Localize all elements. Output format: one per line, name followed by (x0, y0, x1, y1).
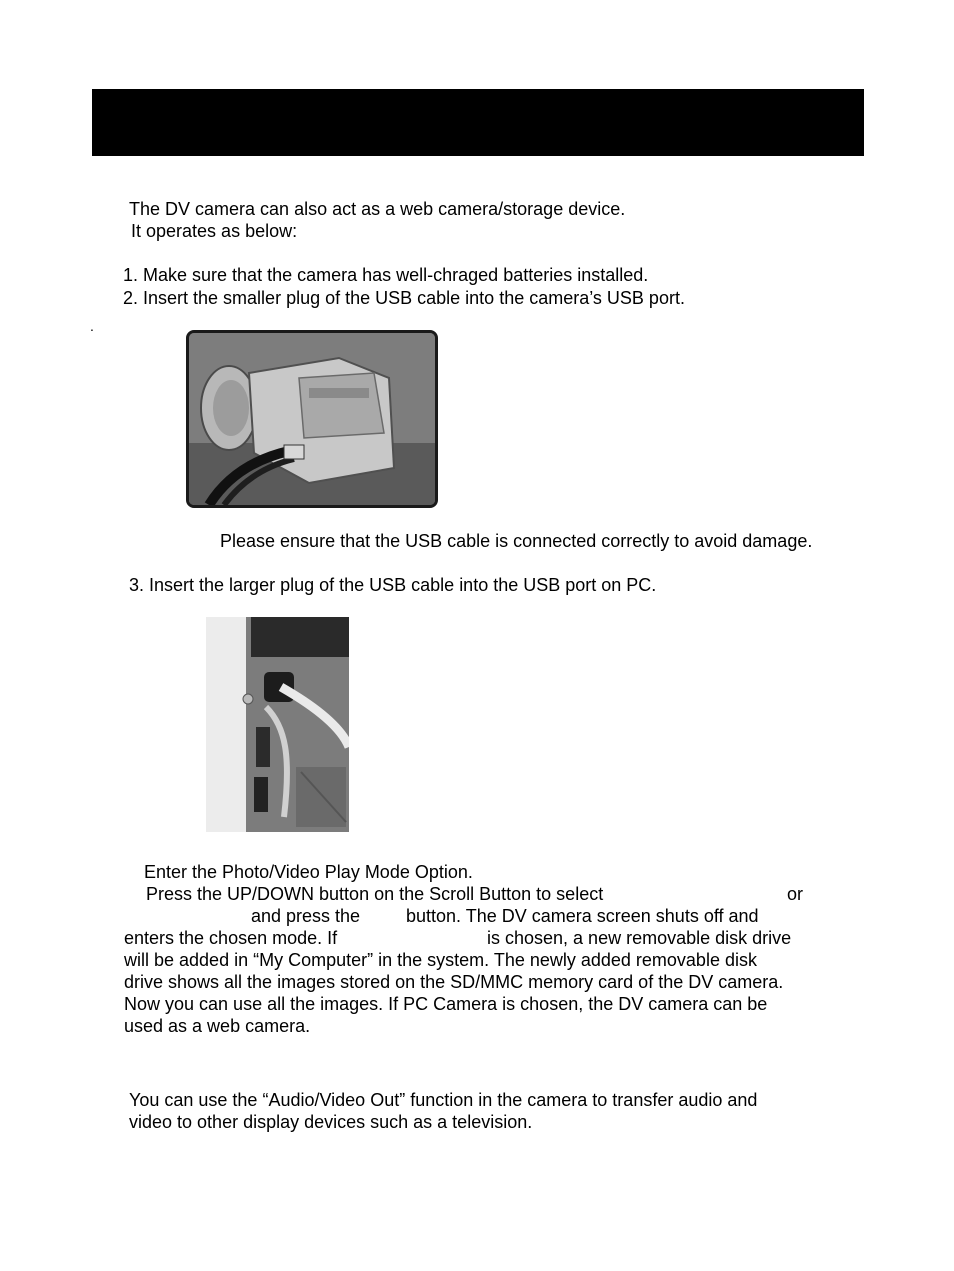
mode-line-1: Enter the Photo/Video Play Mode Option. (144, 862, 473, 882)
usb-warning-note: Please ensure that the USB cable is connected correctly to avoid damage. (220, 531, 813, 551)
mode-line-3b: button. The DV camera screen shuts off and (406, 906, 759, 926)
mode-line-2b: or (787, 884, 804, 904)
av-out-line-2: video to other display devices such as a television. (129, 1112, 533, 1132)
stray-mark: . (90, 318, 94, 334)
mode-line-5: will be added in “My Computer” in the system. The newly added removable disk (124, 950, 757, 970)
mode-line-6: drive shows all the images stored on the SD/MMC memory card of the DV camera. (124, 972, 784, 992)
intro-line-1: The DV camera can also act as a web camera/storage device. (129, 199, 626, 219)
intro-line-2: It operates as below: (131, 221, 298, 241)
mode-line-4b: is chosen, a new removable disk drive (487, 928, 792, 948)
mode-line-3a: and press the (251, 906, 361, 926)
pc-port-illustration (206, 617, 349, 832)
mode-line-8: used as a web camera. (124, 1016, 311, 1036)
step-2: 2. Insert the smaller plug of the USB cable into the camera’s USB port. (123, 288, 685, 308)
camera-usb-photo (186, 330, 438, 508)
mode-line-4a: enters the chosen mode. If (124, 928, 338, 948)
step-3: 3. Insert the larger plug of the USB cable into the USB port on PC. (129, 575, 657, 595)
pc-usb-port-photo (206, 617, 349, 832)
av-out-line-1: You can use the “Audio/Video Out” function in the camera to transfer audio and (129, 1090, 758, 1110)
section-header-bar (92, 89, 864, 156)
mode-line-7: Now you can use all the images. If PC Camera is chosen, the DV camera can be (124, 994, 768, 1014)
step-1: 1. Make sure that the camera has well-chraged batteries installed. (123, 265, 649, 285)
camera-illustration (189, 333, 435, 505)
mode-line-2a: Press the UP/DOWN button on the Scroll Button to select (146, 884, 604, 904)
